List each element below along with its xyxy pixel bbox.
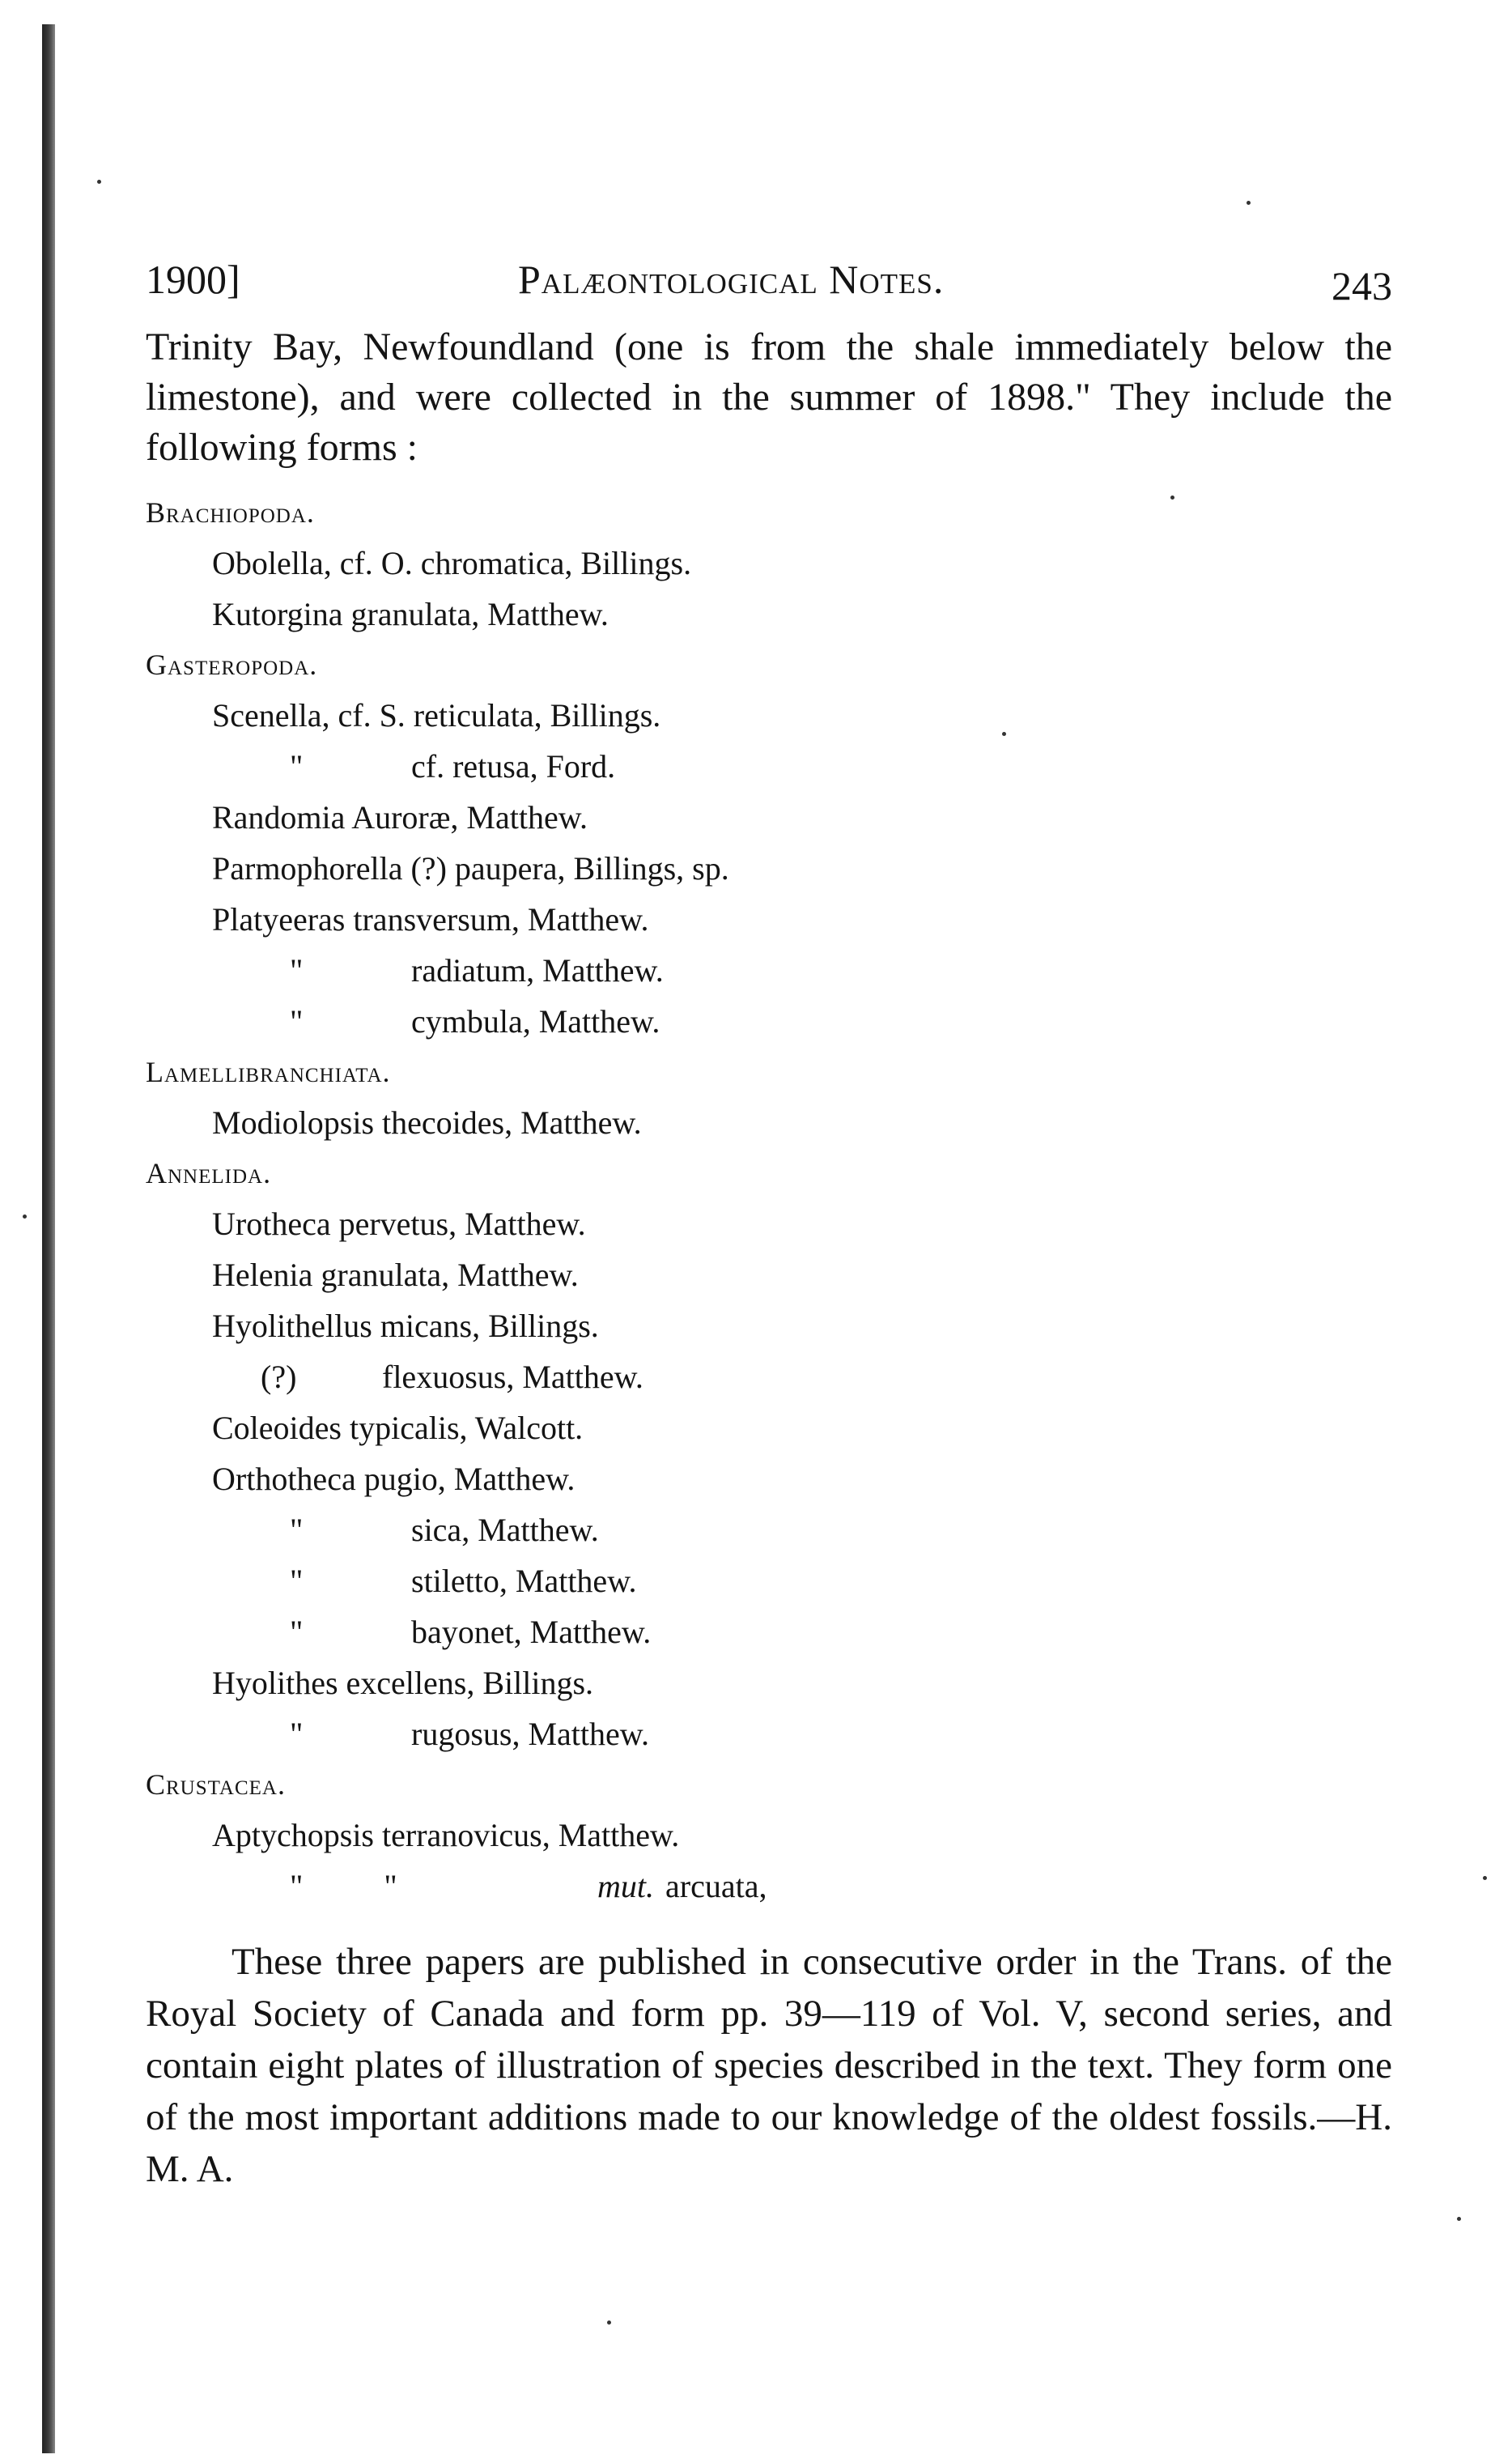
species-entry [146,843,1392,894]
ditto-mark: " [290,1003,304,1040]
species-name: rugosus, Matthew. [411,1716,650,1752]
species-entry [146,1402,1392,1453]
species-name: Platyeeras transversum, Matthew. [212,901,649,938]
section-heading: Gasteropoda. [146,649,318,681]
print-speck [97,180,101,184]
species-entry [146,894,1392,945]
species-entry [146,996,1392,1047]
species-entry [146,690,1392,741]
species-entry [146,945,1392,996]
species-entry [146,792,1392,843]
ditto-mark: " [290,748,304,785]
species-name: Hyolithellus micans, Billings. [212,1308,599,1344]
species-name: Coleoides typicalis, Walcott. [212,1410,584,1446]
print-speck [23,1214,27,1219]
species-entry [146,1351,1392,1402]
document-page [146,243,1392,2195]
species-catalog [146,487,1392,1912]
section-heading: Annelida. [146,1157,272,1189]
species-entry [146,1657,1392,1708]
running-header [146,243,1392,308]
species-name: Hyolithes excellens, Billings. [212,1665,594,1701]
species-entry [146,1504,1392,1555]
ditto-mark: " " [290,1868,397,1904]
ditto-mark: " [290,952,304,989]
species-name: Scenella, cf. S. reticulata, Billings. [212,697,661,734]
species-entry [146,1249,1392,1300]
species-name: Orthotheca pugio, Matthew. [212,1461,575,1497]
print-speck [1457,2217,1461,2221]
species-name: cymbula, Matthew. [411,1003,660,1040]
section-heading: Lamellibranchiata. [146,1056,391,1088]
species-name: Urotheca pervetus, Matthew. [212,1206,586,1242]
species-name: Randomia Auroræ, Matthew. [212,799,588,836]
ditto-mark: " [290,1512,304,1548]
ditto-mark: " [290,1563,304,1599]
section-heading: Brachiopoda. [146,496,315,529]
header-title: Palæontological Notes. [518,257,945,302]
species-name: Helenia granulata, Matthew. [212,1257,579,1293]
ditto-mark: (?) [261,1359,297,1395]
species-entry [146,1861,1392,1912]
species-name: flexuosus, Matthew. [382,1359,643,1395]
header-year: 1900] [146,257,240,302]
species-name: Kutorgina granulata, Matthew. [212,596,609,632]
species-entry [146,1453,1392,1504]
closing-paragraph: These three papers are published in consecutive order in the Trans. of the Royal Society of Canada and form pp. 39—119 of Vol. V, second series, and contain eight plates of illustration of species described in the text. They form one of the most important additions made to our knowledge of the oldest fossils.—H. M. A. [146,1941,1392,2190]
species-entry [146,741,1392,792]
species-name: Aptychopsis terranovicus, Matthew. [212,1817,680,1853]
species-entry [146,1606,1392,1657]
species-entry [146,1708,1392,1759]
species-entry [146,1097,1392,1148]
species-name: cf. retusa, Ford. [411,748,616,785]
species-entry [146,538,1392,589]
print-speck [1247,201,1251,205]
species-entry [146,1810,1392,1861]
species-entry [146,1555,1392,1606]
page-binding-edge [42,24,55,2453]
ditto-mark: " [290,1716,304,1752]
print-speck [607,2320,611,2325]
species-name: stiletto, Matthew. [411,1563,637,1599]
page-number: 243 [1331,263,1392,308]
species-name: sica, Matthew. [411,1512,599,1548]
species-name: bayonet, Matthew. [411,1614,652,1650]
species-entry [146,1198,1392,1249]
species-name: Obolella, cf. O. chromatica, Billings. [212,545,692,581]
intro-paragraph: Trinity Bay, Newfoundland (one is from the shale immediately below the limestone), and were collected in the summer of 1898." They include the following forms : [146,325,1392,469]
species-name: Modiolopsis thecoides, Matthew. [212,1104,642,1141]
mutation-abbrev: mut. [597,1868,654,1904]
print-speck [1483,1876,1487,1880]
species-name: Parmophorella (?) paupera, Billings, sp. [212,850,729,887]
ditto-mark: " [290,1614,304,1650]
species-entry [146,1300,1392,1351]
species-entry [146,589,1392,640]
species-name: radiatum, Matthew. [411,952,664,989]
species-name: arcuata, [665,1868,767,1904]
section-heading: Crustacea. [146,1768,286,1801]
